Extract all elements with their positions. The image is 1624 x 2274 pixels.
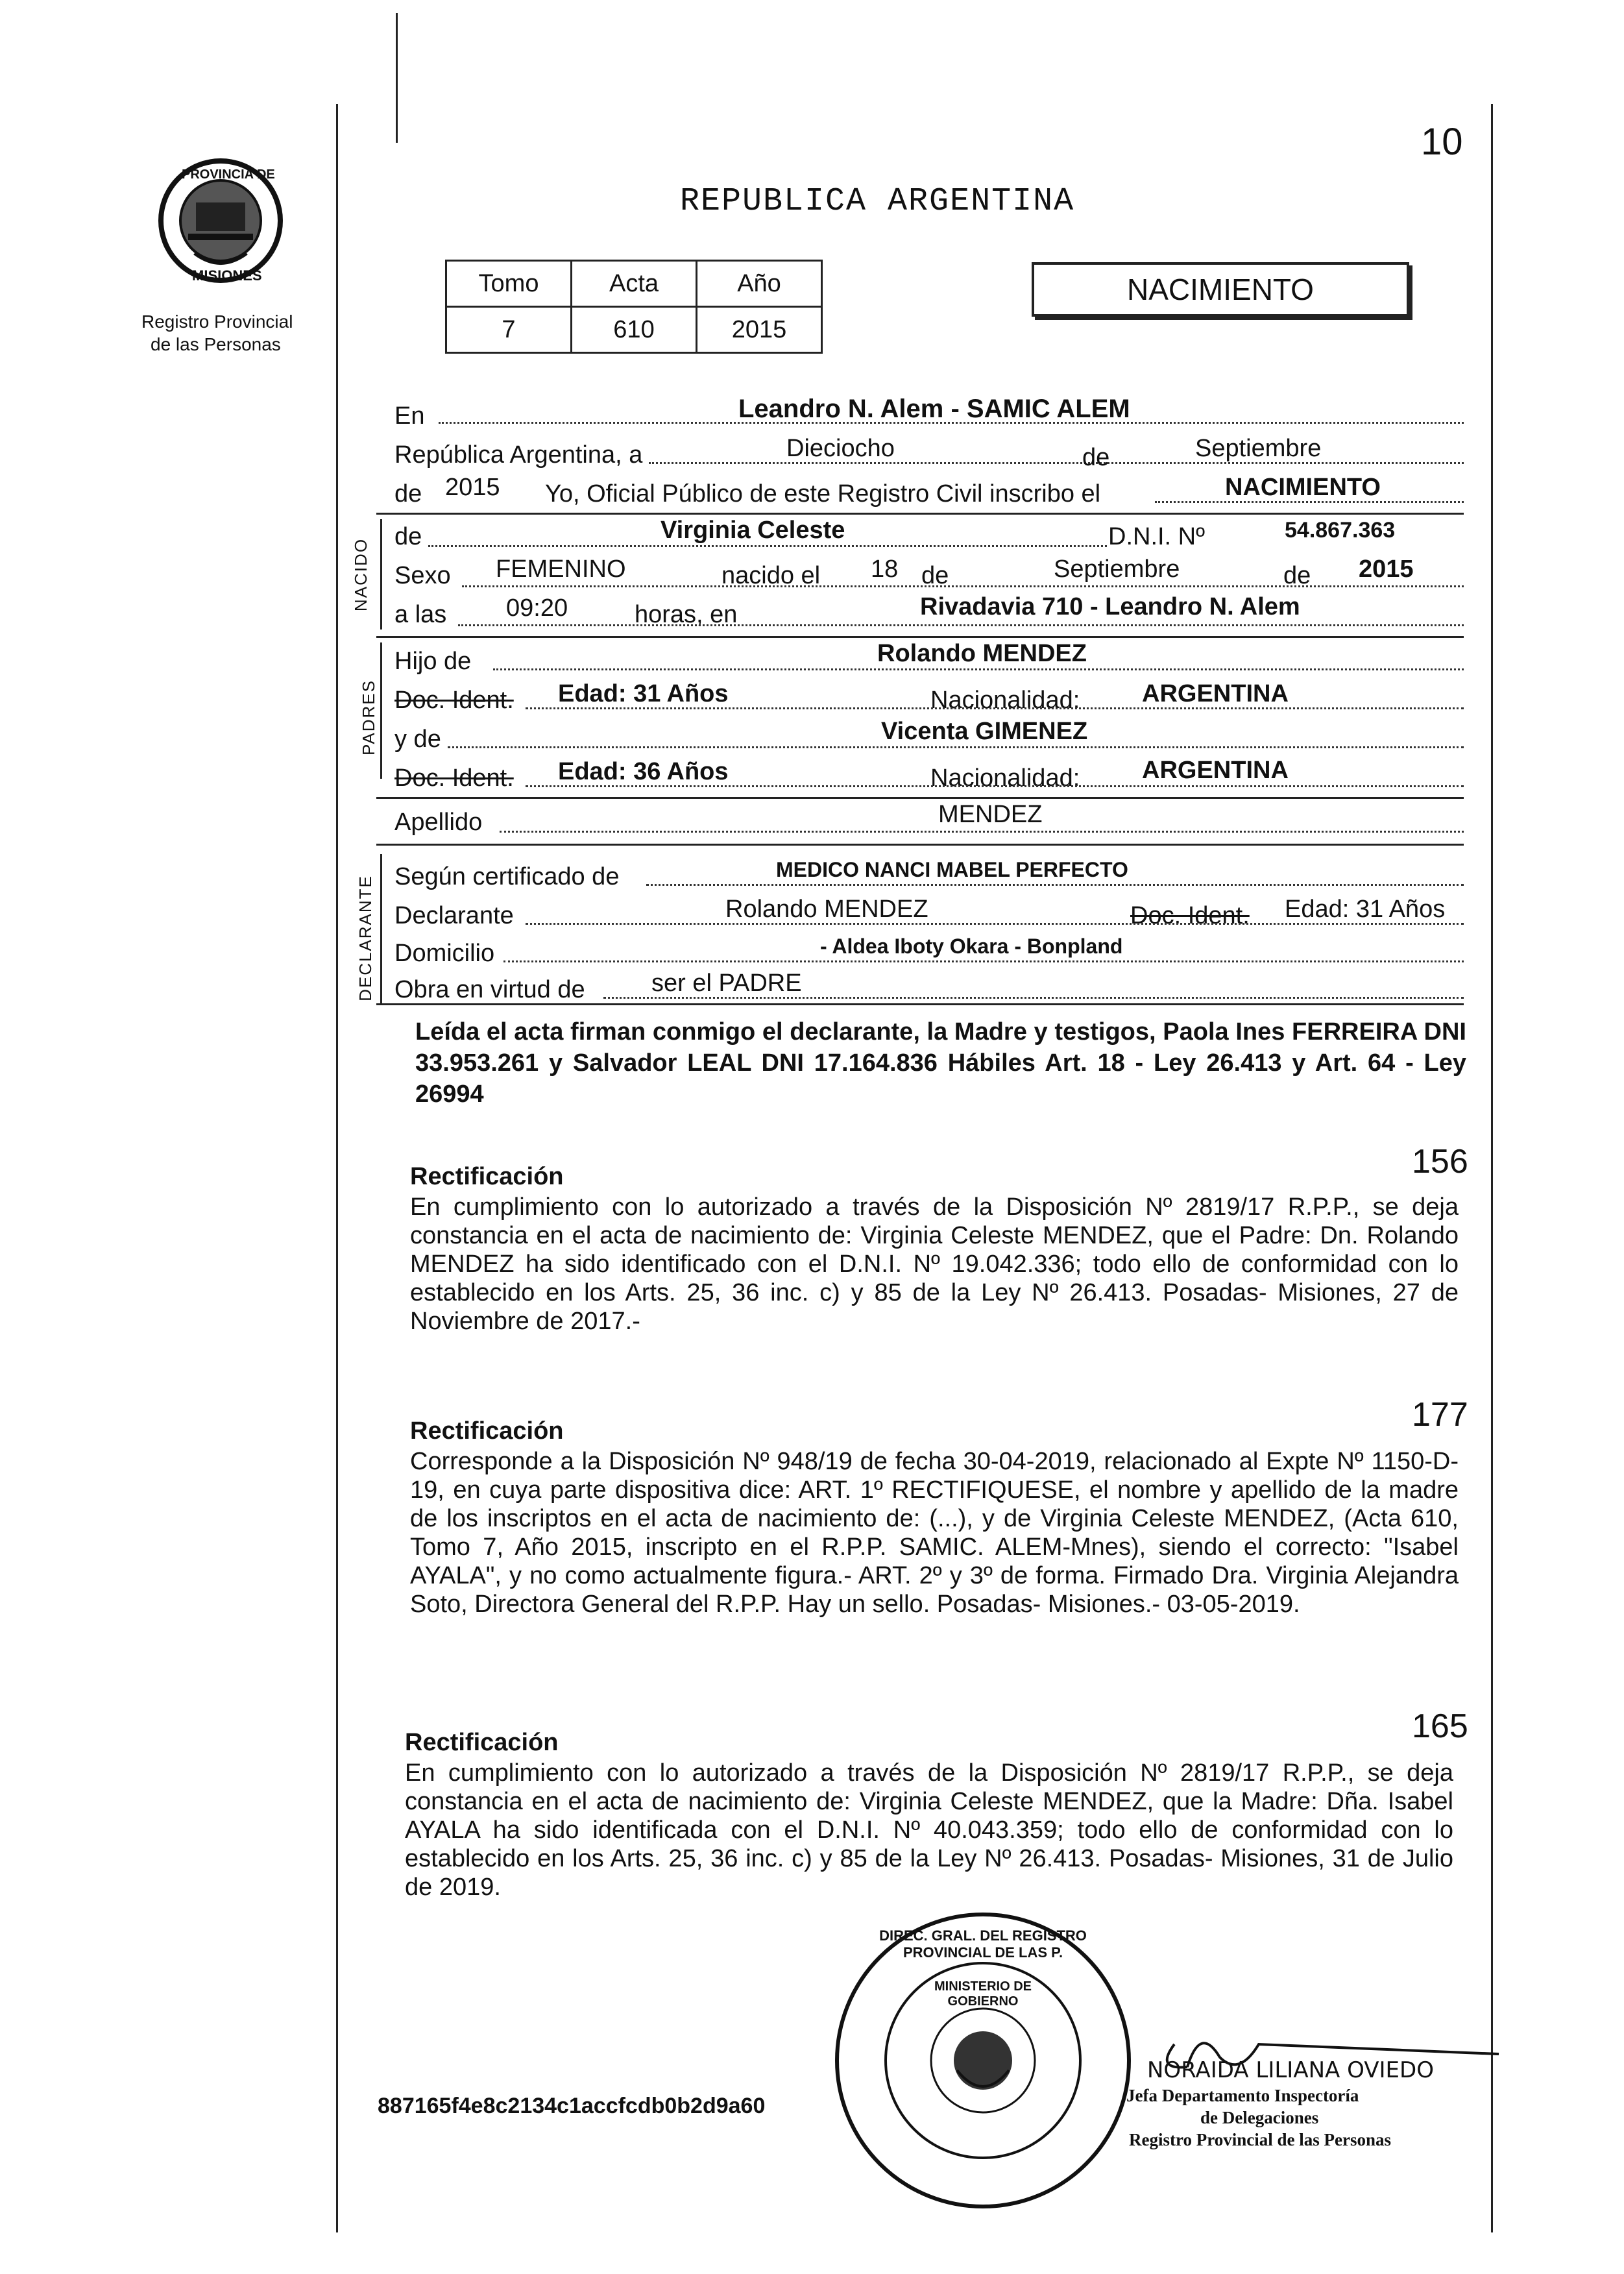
- section-divider: [376, 636, 1464, 638]
- doc-type: NACIMIENTO: [1127, 273, 1314, 306]
- official-stamp: [830, 1908, 1135, 2213]
- de-label-3: de: [921, 562, 949, 589]
- sexo-label: Sexo: [394, 562, 451, 589]
- section-divider: [376, 844, 1464, 846]
- hijo-label: Hijo de: [394, 648, 472, 675]
- country-title: REPUBLICA ARGENTINA: [680, 183, 1075, 220]
- apellido-dots: [500, 831, 1464, 833]
- registry-sub: de las Personas: [151, 334, 281, 354]
- birth-time: 09:20: [506, 594, 568, 622]
- act-value: NACIMIENTO: [1225, 474, 1381, 501]
- y-de-label: y de: [394, 726, 441, 753]
- father-age: Edad: 31 Años: [558, 680, 729, 707]
- rectification-number: 156: [1412, 1143, 1468, 1180]
- mother-nat-label: Nacionalidad:: [930, 764, 1080, 792]
- dom-dots: [503, 960, 1464, 962]
- decl-value: Rolando MENDEZ: [725, 896, 928, 923]
- rectification-title: Rectificación: [410, 1163, 564, 1190]
- republica-dots: [649, 462, 1464, 464]
- signer-title-2: de Delegaciones: [1200, 2108, 1319, 2127]
- rectification-title: Rectificación: [405, 1729, 559, 1756]
- rectification-text: Corresponde a la Disposición Nº 948/19 de fecha 30-04-2019, relacionado al Expte Nº 1150-D-19, en cuya parte dispositiva dice: ART. 1º RECTIFIQUESE, el nombre y apellido de la madre de los inscriptos en el acta de nacimiento de: (...), y de Virginia Celeste MENDEZ, (Acta 610, Tomo 7, Año 2015, inscripto en el R.P.P. SAMIC. ALEM-Mnes), siendo el correcto: "Isabel AYALA", y no como actualmente figura.- ART. 2º y 3º de forma. Firmado Dra. Virginia Alejandra Soto, Directora General del R.P.P. Hay un sello. Posadas- Misiones.- 03-05-2019.: [410, 1448, 1459, 1618]
- decl-label: Declarante: [394, 902, 514, 929]
- closing-text: Leída el acta firman conmigo el declarante, la Madre y testigos, Paola Ines FERREIRA DNI 33.953.261 y Salvador LEAL DNI 17.164.836 Hábiles Art. 18 - Ley 26.413 y Art. 64 - Ley 26994: [415, 1018, 1466, 1108]
- seal-bottom-text: MISIONES: [192, 267, 262, 284]
- obra-value: ser el PADRE: [651, 970, 802, 997]
- rectification-text: En cumplimiento con lo autorizado a través de la Disposición Nº 2819/17 R.P.P., se deja constancia en el acta de nacimiento de: Virginia Celeste MENDEZ, que el Padre: Dn. Rolando MENDEZ ha sido identificado con el D.N.I. Nº 19.042.336; todo ello de conformidad con lo establecido en los Arts. 25, 36 inc. c) y 85 de la Ley Nº 26.413. Posadas- Misiones, 27 de Noviembre de 2017.-: [410, 1193, 1459, 1335]
- rectification-number: 165: [1412, 1707, 1468, 1745]
- month-value: Septiembre: [1195, 435, 1322, 462]
- birth-place: Rivadavia 710 - Leandro N. Alem: [920, 593, 1300, 620]
- a-las-dots: [458, 624, 1464, 626]
- signer-name: NORAIDA LILIANA OVIEDO: [1147, 2057, 1434, 2083]
- decl-dots: [526, 923, 1464, 925]
- yo-dots: [1155, 501, 1464, 503]
- en-label: En: [394, 402, 425, 430]
- hijo-dots: [493, 668, 1464, 670]
- stamp-inner-text: MINISTERIO DE GOBIERNO: [934, 1979, 1032, 2009]
- birth-day: 18: [871, 556, 899, 583]
- republica-label: República Argentina, a: [394, 441, 643, 469]
- father-doc-label: Doc. Ident.: [394, 687, 514, 714]
- nacido-label: NACIDO: [351, 537, 371, 612]
- right-margin-line: [1491, 104, 1493, 2232]
- cert-value: MEDICO NANCI MABEL PERFECTO: [776, 858, 1128, 881]
- dom-value: - Aldea Iboty Okara - Bonpland: [820, 935, 1123, 958]
- nacido-el-label: nacido el: [721, 562, 821, 589]
- mother-doc-label: Doc. Ident.: [394, 764, 514, 792]
- de-label-4: de: [1283, 562, 1311, 589]
- nacido-name-value: Virginia Celeste: [661, 517, 845, 544]
- de-label: de: [1082, 444, 1110, 471]
- mother-doc-dots: [526, 785, 1464, 787]
- de-label-2: de: [394, 480, 422, 507]
- declarante-bracket: [380, 854, 382, 1003]
- father-doc-dots: [526, 707, 1464, 709]
- section-divider: [376, 797, 1464, 799]
- day-value: Dieciocho: [786, 435, 895, 462]
- table-cell: 7: [446, 307, 572, 353]
- table-cell: 610: [572, 307, 697, 353]
- cert-label: Según certificado de: [394, 863, 620, 890]
- apellido-value: MENDEZ: [938, 801, 1043, 828]
- signer-title-1: Jefa Departamento Inspectoría: [1126, 2086, 1359, 2105]
- section-divider: [376, 1003, 1464, 1005]
- doc-type-box: [1032, 262, 1409, 317]
- nacido-bracket: [380, 519, 382, 630]
- mother-age: Edad: 36 Años: [558, 758, 729, 785]
- record-table: [445, 260, 823, 354]
- registry-name: Registro Provincial: [141, 312, 293, 332]
- birth-year: 2015: [1359, 556, 1414, 583]
- nacido-name-dots: [428, 545, 1107, 547]
- rectification-title: Rectificación: [410, 1417, 564, 1445]
- table-header: Año: [697, 261, 822, 307]
- father-name: Rolando MENDEZ: [877, 640, 1087, 667]
- table-cell: 2015: [697, 307, 822, 353]
- stamp-outer-text: DIREC. GRAL. DEL REGISTRO PROVINCIAL DE LAS P.: [879, 1927, 1087, 1961]
- father-nat: ARGENTINA: [1142, 680, 1289, 707]
- document-hash: 887165f4e8c2134c1accfcdb0b2d9a60: [378, 2094, 766, 2118]
- a-las-label: a las: [394, 601, 447, 628]
- table-header: Tomo: [446, 261, 572, 307]
- section-divider: [376, 513, 1464, 515]
- year-value: 2015: [445, 474, 500, 501]
- padres-bracket: [380, 642, 382, 779]
- seal-top-text: PROVINCIA DE: [182, 167, 275, 182]
- top-binding-line: [396, 13, 398, 143]
- table-header: Acta: [572, 261, 697, 307]
- birth-month: Septiembre: [1054, 556, 1180, 583]
- father-nat-label: Nacionalidad:: [930, 687, 1080, 714]
- apellido-label: Apellido: [394, 809, 483, 836]
- en-value: Leandro N. Alem - SAMIC ALEM: [738, 395, 1130, 423]
- decl-doc-label: Doc. Ident.: [1130, 902, 1250, 929]
- horas-label: horas, en: [635, 601, 738, 628]
- sexo-value: FEMENINO: [496, 556, 626, 583]
- yo-text: Yo, Oficial Público de este Registro Civil inscribo el: [545, 480, 1101, 507]
- signer-title-3: Registro Provincial de las Personas: [1129, 2130, 1391, 2149]
- declarante-label: DECLARANTE: [355, 875, 375, 1001]
- dni-label: D.N.I. Nº: [1108, 523, 1205, 550]
- decl-age: Edad: 31 Años: [1285, 896, 1446, 923]
- cert-dots: [646, 884, 1464, 886]
- mother-nat: ARGENTINA: [1142, 757, 1289, 784]
- dni-value: 54.867.363: [1285, 518, 1396, 543]
- padres-label: PADRES: [359, 679, 378, 755]
- page-number: 10: [1421, 121, 1463, 163]
- rectification-number: 177: [1412, 1396, 1468, 1434]
- obra-dots: [603, 997, 1464, 999]
- province-seal: [156, 156, 285, 292]
- nacido-de-label: de: [394, 523, 422, 550]
- obra-label: Obra en virtud de: [394, 976, 585, 1003]
- sexo-dots: [462, 585, 1464, 587]
- dom-label: Domicilio: [394, 940, 495, 967]
- rectification-text: En cumplimiento con lo autorizado a través de la Disposición Nº 2819/17 R.P.P., se deja constancia en el acta de nacimiento de: Virginia Celeste MENDEZ, que la Madre: Dña. Isabel AYALA ha sido identificada con el D.N.I. Nº 40.043.359; todo ello de conformidad con lo establecido en los Arts. 25, 36 inc. c) y 85 de la Ley Nº 26.413. Posadas- Misiones, 31 de Julio de 2019.: [405, 1759, 1453, 1901]
- mother-name: Vicenta GIMENEZ: [881, 718, 1088, 745]
- left-margin-line: [336, 104, 338, 2232]
- y-de-dots: [448, 746, 1464, 748]
